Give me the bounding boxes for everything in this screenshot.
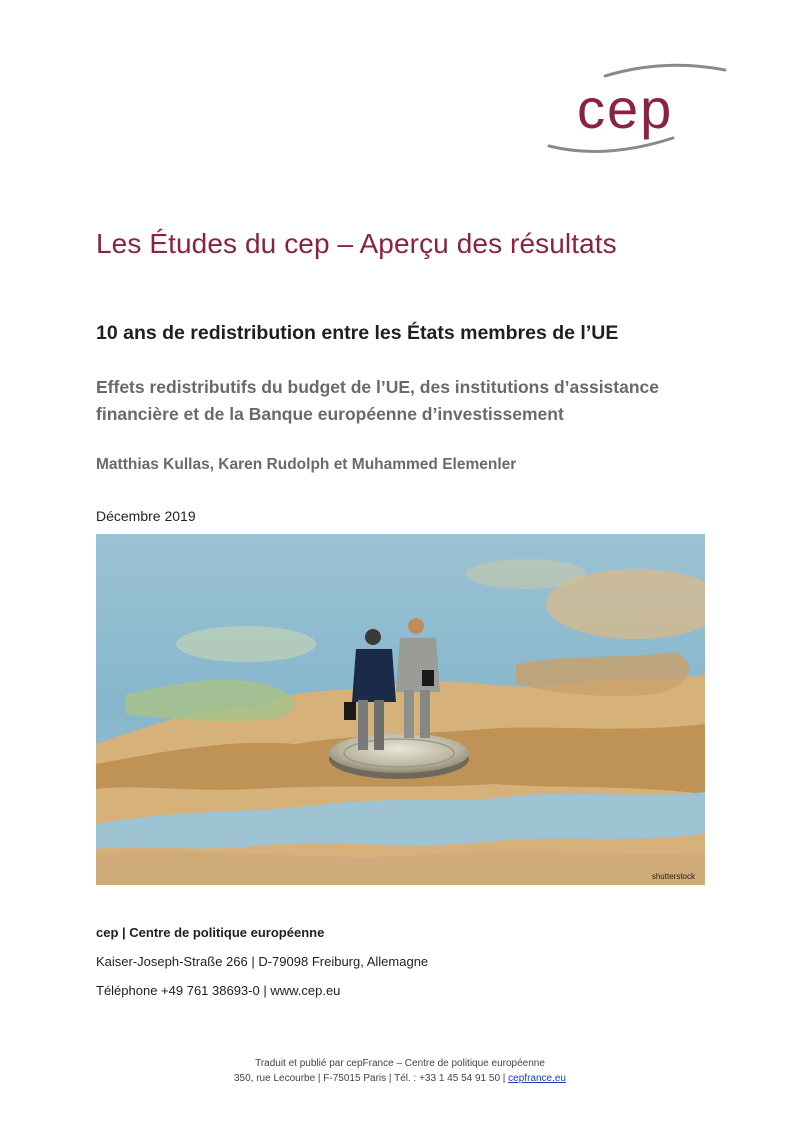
document-title: 10 ans de redistribution entre les États membres de l’UE	[96, 322, 619, 344]
org-short: cep	[96, 925, 119, 940]
cover-photo	[96, 534, 705, 885]
photo-credit: shutterstock	[651, 872, 695, 881]
contact-org-line	[96, 925, 324, 940]
cep-logo-graphic	[545, 58, 730, 158]
footer	[0, 1056, 800, 1086]
contact-address: Kaiser-Joseph-Straße 266 | D-79098 Freiburg, Allemagne	[96, 954, 429, 969]
org-name: Centre de politique européenne	[129, 925, 325, 940]
publication-date: Décembre 2019	[96, 508, 196, 524]
cep-logo	[545, 58, 730, 158]
document-subtitle: Effets redistributifs du budget de l’UE, des institutions d’assistance financière et de la Banque européenne d’investissement	[96, 377, 659, 424]
contact-phone-web: Téléphone +49 761 38693-0 | www.cep.eu	[96, 983, 341, 998]
footer-publisher: Traduit et publié par cepFrance – Centre de politique européenne	[255, 1058, 545, 1069]
map-with-figurines-image	[96, 534, 705, 885]
series-title: Les Études du cep – Aperçu des résultats	[96, 228, 617, 259]
footer-website-link[interactable]: cepfrance.eu	[508, 1073, 566, 1084]
footer-address-line	[0, 1071, 800, 1086]
svg-text:cep: cep	[577, 77, 674, 140]
authors: Matthias Kullas, Karen Rudolph et Muhammed Elemenler	[96, 456, 517, 473]
org-separator: |	[122, 925, 126, 940]
footer-address: 350, rue Lecourbe | F-75015 Paris | Tél. : +33 1 45 54 91 50 |	[233, 1073, 506, 1084]
